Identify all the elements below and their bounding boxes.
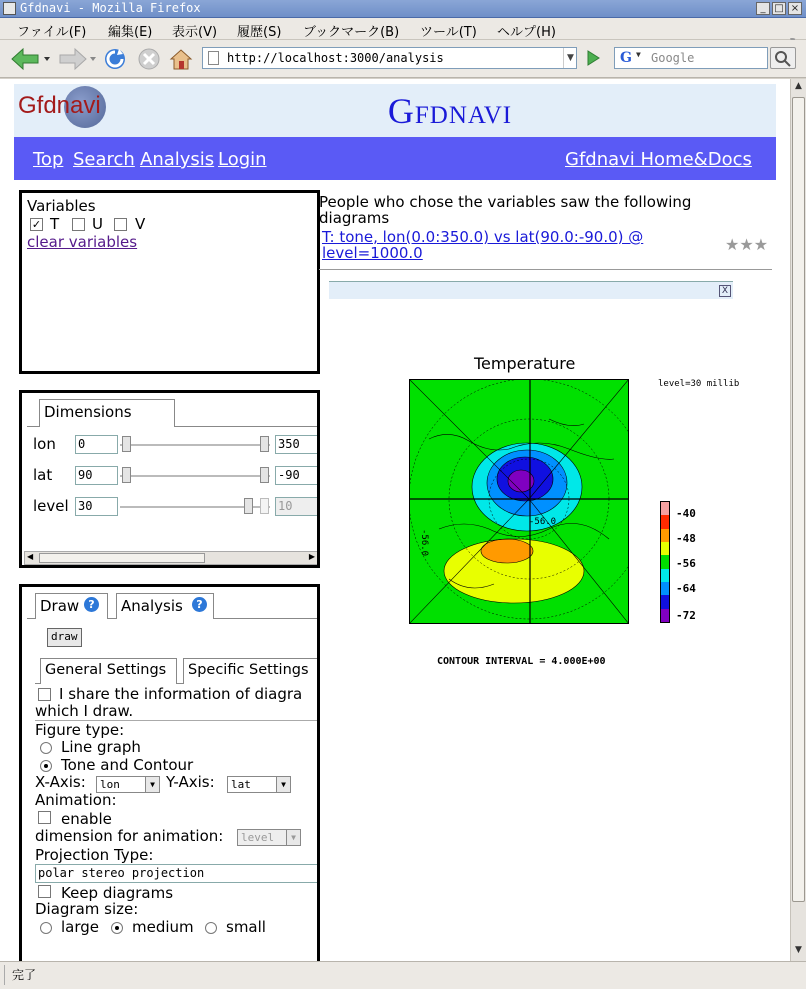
colorbar-swatch (661, 529, 669, 542)
level-max-input: 10 (275, 497, 320, 516)
colorbar-tick-3: -56 (676, 557, 696, 570)
animation-dimension-select (237, 829, 301, 846)
colorbar (660, 501, 670, 623)
colorbar-tick-2: -48 (676, 532, 696, 545)
hscroll-thumb[interactable] (39, 553, 205, 563)
lon-max-input[interactable]: 350 (275, 435, 320, 454)
nav-search-link[interactable]: Search (73, 149, 135, 170)
plot-level-note: level=30 millib (658, 379, 740, 389)
url-dropdown-icon[interactable]: ▼ (563, 48, 577, 68)
subtab-general-label: General Settings (45, 662, 167, 678)
dimension-name-lon: lon (33, 435, 56, 453)
animation-enable-checkbox[interactable] (38, 811, 51, 824)
radio-size-large[interactable] (40, 922, 52, 934)
close-diagram-button[interactable]: X (719, 285, 731, 297)
line-graph-label: Line graph (61, 738, 141, 756)
variable-label-v: V (135, 215, 146, 233)
animation-dimension-value: level (241, 831, 275, 844)
url-bar[interactable] (202, 47, 577, 69)
y-axis-label: Y-Axis: (166, 773, 215, 791)
contour-label-1: -56.0 (419, 529, 429, 557)
search-placeholder: Google (651, 51, 695, 65)
x-axis-dropdown-icon[interactable]: ▼ (145, 777, 159, 792)
diagram-toolbar (329, 281, 733, 299)
tone-contour-label: Tone and Contour (61, 756, 194, 774)
main-nav (14, 137, 776, 180)
dimensions-hscrollbar[interactable] (24, 551, 318, 565)
x-axis-value: lon (100, 778, 120, 791)
variable-checkbox-t[interactable]: ✓ (31, 218, 42, 231)
lat-min-handle[interactable] (122, 467, 131, 483)
colorbar-swatch (661, 569, 669, 582)
subtab-baseline-left (35, 683, 40, 684)
colorbar-tick-4: -64 (676, 582, 696, 595)
tab-analysis-label: Analysis (121, 597, 183, 615)
search-input[interactable] (614, 47, 768, 69)
share-label-line2: which I draw. (35, 702, 134, 720)
minimize-button[interactable]: _ (756, 2, 770, 15)
menu-view[interactable]: 表示(V) (172, 25, 218, 40)
menubar (0, 18, 806, 40)
page-vscrollbar[interactable] (790, 79, 806, 961)
radio-line-graph[interactable] (40, 742, 52, 754)
draw-tab-baseline-left (27, 618, 35, 619)
page-icon (208, 51, 219, 65)
gfdnavi-logo[interactable]: Gfdnavi (18, 92, 101, 119)
size-medium-label: medium (132, 918, 194, 936)
animation-dropdown-icon: ▼ (286, 830, 300, 845)
projection-type-input[interactable]: polar stereo projection (35, 864, 320, 883)
scroll-left-icon[interactable]: ◀ (27, 552, 34, 561)
recommended-diagram-link-line2[interactable]: level=1000.0 (322, 244, 423, 262)
go-icon[interactable] (584, 49, 602, 67)
menu-tools[interactable]: ツール(T) (420, 25, 477, 40)
contour-interval-text: CONTOUR INTERVAL = 4.000E+00 (437, 656, 606, 667)
analysis-help-icon[interactable]: ? (192, 597, 207, 612)
status-text: 完了 (12, 968, 37, 982)
colorbar-swatch (661, 542, 669, 555)
radio-size-medium[interactable] (111, 922, 123, 934)
subtab-specific-settings[interactable] (183, 658, 320, 684)
colorbar-tick-1: -40 (676, 507, 696, 520)
subtab-general-settings[interactable] (40, 658, 177, 684)
vscroll-thumb[interactable] (792, 97, 805, 902)
draw-tab-baseline-right (214, 618, 320, 619)
lon-min-input[interactable]: 0 (75, 435, 118, 454)
lon-slider-track[interactable] (120, 444, 270, 446)
colorbar-swatch (661, 502, 669, 515)
share-checkbox[interactable] (38, 688, 51, 701)
projection-type-label: Projection Type: (35, 846, 154, 864)
draw-button[interactable]: draw (47, 628, 82, 647)
engine-dropdown-icon[interactable]: ▼ (636, 50, 641, 59)
draw-panel (19, 584, 320, 961)
statusbar (0, 961, 806, 989)
variables-panel (19, 190, 320, 374)
colorbar-swatch (661, 555, 669, 568)
plot-title: Temperature (474, 354, 576, 373)
radio-tone-contour[interactable] (40, 760, 52, 772)
nav-analysis-link[interactable]: Analysis (140, 149, 215, 170)
recommended-diagram-link-line1[interactable]: T: tone, lon(0.0:350.0) vs lat(90.0:-90.0) @ (322, 228, 644, 246)
size-large-label: large (61, 918, 100, 936)
scroll-up-icon[interactable]: ▲ (795, 81, 802, 91)
maximize-button[interactable]: □ (772, 2, 786, 15)
size-small-label: small (226, 918, 266, 936)
tab-dimensions-label: Dimensions (44, 403, 132, 421)
close-window-button[interactable]: × (788, 2, 802, 15)
home-icon[interactable] (168, 46, 194, 72)
firefox-app-icon (3, 2, 16, 15)
animation-label: Animation: (35, 791, 117, 809)
search-button[interactable] (770, 47, 796, 69)
lat-min-input[interactable]: 90 (75, 466, 118, 485)
variable-checkbox-v[interactable] (114, 218, 127, 231)
tab-baseline-left (27, 426, 39, 427)
y-axis-dropdown-icon[interactable]: ▼ (276, 777, 290, 792)
page-viewport (0, 79, 790, 961)
lat-slider-track[interactable] (120, 475, 270, 477)
scroll-down-icon[interactable]: ▼ (795, 945, 802, 955)
keep-diagrams-label: Keep diagrams (61, 884, 174, 902)
tab-draw-label: Draw (40, 597, 80, 615)
dimensions-panel (19, 390, 320, 568)
dimension-name-level: level (33, 497, 69, 515)
scroll-right-icon[interactable]: ▶ (308, 552, 315, 561)
menu-help[interactable]: ヘルプ(H) (497, 25, 556, 40)
nav-login-link[interactable]: Login (218, 149, 267, 170)
lat-max-input[interactable]: -90 (275, 466, 320, 485)
nav-top-link[interactable]: Top (33, 149, 64, 170)
colorbar-swatch (661, 595, 669, 608)
share-label-line1: I share the information of diagra (59, 685, 303, 703)
y-axis-select[interactable] (227, 776, 291, 793)
contour-label-2: -56.0 (529, 517, 557, 527)
back-icon[interactable] (8, 46, 52, 72)
reload-icon[interactable] (102, 46, 128, 72)
polar-stereo-plot (409, 379, 629, 624)
colorbar-swatch (661, 515, 669, 528)
variable-label-u: U (92, 215, 103, 233)
forward-icon[interactable] (56, 46, 100, 72)
level-max-handle (260, 498, 269, 514)
lon-max-handle[interactable] (260, 436, 269, 452)
colorbar-tick-5: -72 (676, 609, 696, 622)
figure-type-label: Figure type: (35, 721, 125, 739)
radio-size-small[interactable] (205, 922, 217, 934)
diagram-size-label: Diagram size: (35, 900, 139, 918)
subtab-baseline-mid (177, 683, 183, 684)
clear-variables-link[interactable]: clear variables (27, 233, 138, 251)
tab-dimensions[interactable] (39, 399, 175, 427)
menu-edit[interactable]: 編集(E) (108, 25, 153, 40)
stop-icon[interactable] (136, 46, 162, 72)
page-header (14, 84, 776, 137)
colorbar-swatch (661, 609, 669, 622)
lon-min-handle[interactable] (122, 436, 131, 452)
recommend-text-line1: People who chose the variables saw the following (319, 193, 692, 211)
tab-baseline-right (175, 426, 320, 427)
recommend-divider (319, 269, 772, 270)
rating-stars[interactable]: ★★★ (725, 235, 769, 254)
colorbar-swatch (661, 582, 669, 595)
window-titlebar (0, 0, 806, 18)
menu-bookmarks[interactable]: ブックマーク(B) (303, 25, 400, 40)
variables-title: Variables (27, 197, 96, 215)
menu-file[interactable]: ファイル(F) (17, 25, 87, 40)
x-axis-label: X-Axis: (35, 773, 86, 791)
dimension-animation-label: dimension for animation: (35, 827, 224, 845)
site-title: Gfdnavi (387, 91, 513, 131)
draw-help-icon[interactable]: ? (84, 597, 99, 612)
statusbar-grip (4, 965, 7, 985)
y-axis-value: lat (231, 778, 251, 791)
draw-tab-baseline-mid (108, 618, 116, 619)
enable-label: enable (61, 810, 112, 828)
google-engine-icon[interactable]: G (620, 50, 632, 66)
magnifier-icon (771, 48, 795, 68)
url-text: http://localhost:3000/analysis (227, 51, 444, 65)
navigation-toolbar (0, 40, 806, 78)
recommend-text-line2: diagrams (319, 209, 390, 227)
menu-history[interactable]: 履歴(S) (237, 25, 282, 40)
level-min-handle[interactable] (244, 498, 253, 514)
window-title: Gfdnavi - Mozilla Firefox (20, 1, 201, 15)
lat-max-handle[interactable] (260, 467, 269, 483)
nav-docs-link[interactable]: Gfdnavi Home&Docs (565, 149, 752, 170)
level-min-input[interactable]: 30 (75, 497, 118, 516)
keep-diagrams-checkbox[interactable] (38, 885, 51, 898)
dimension-name-lat: lat (33, 466, 53, 484)
subtab-specific-label: Specific Settings (188, 662, 309, 678)
variable-label-t: T (50, 215, 60, 233)
variable-checkbox-u[interactable] (72, 218, 85, 231)
